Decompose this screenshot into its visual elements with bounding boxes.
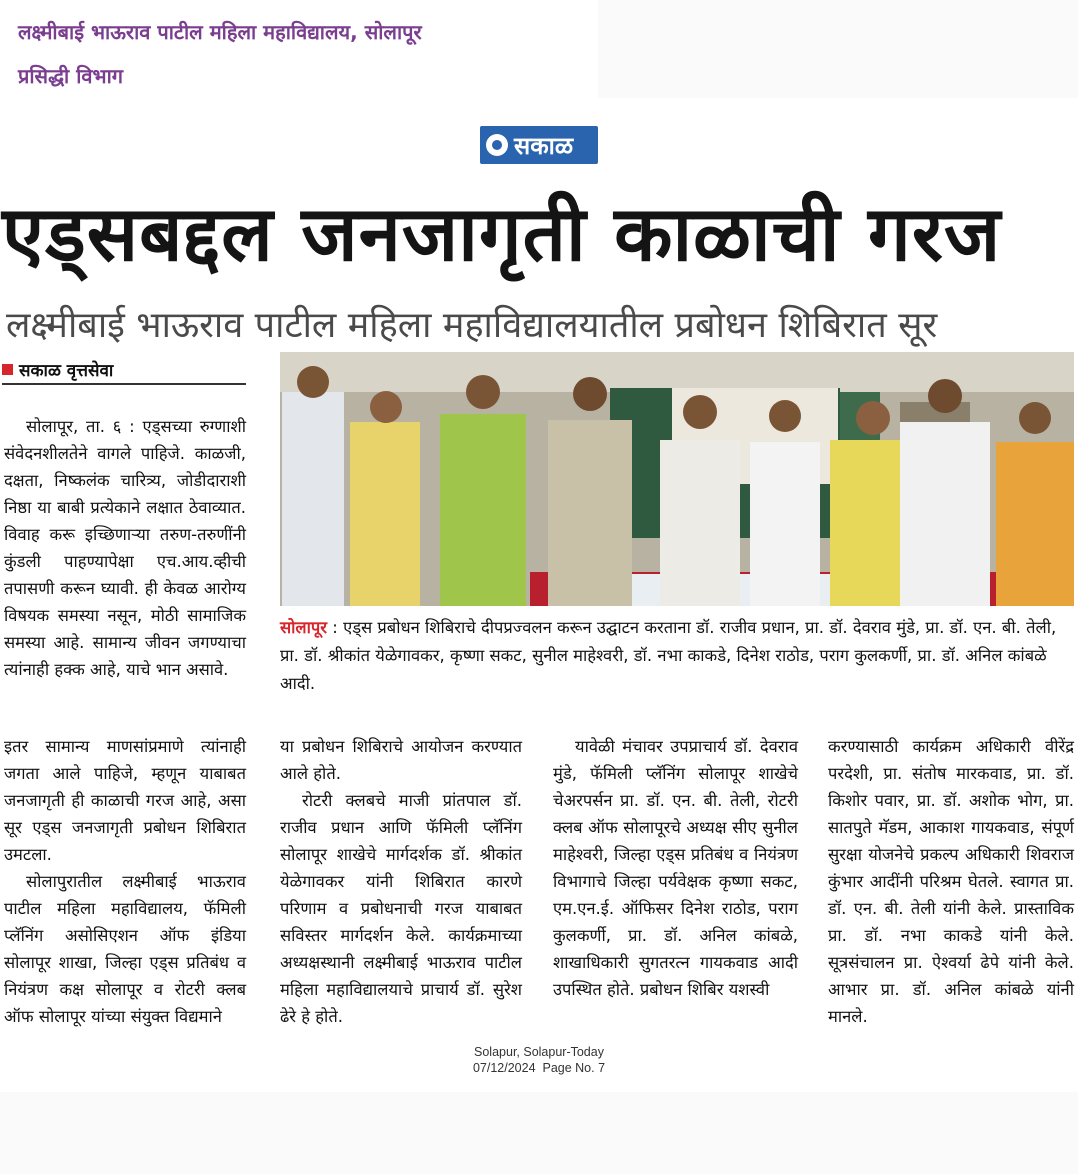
photo-caption <box>280 614 1070 698</box>
paragraph: सोलापूर, ता. ६ : एड्सच्या रुग्णाशी संवेदनशीलतेने वागले पाहिजे. काळजी, दक्षता, निष्कलंक चारित्र्य, जोडीदाराशी निष्ठा या बाबी प्रत्येकाने लक्षात ठेवाव्यात. विवाह करू इच्छिणाऱ्या तरुण-तरुणींनी कुंडली पाहण्यापेक्षा एच.आय.व्हीची तपासणी करून घ्यावी. ही केवळ आरोग्य विषयक समस्या नसून, मोठी सामाजिक समस्या आहे. सामान्य जीवन जगण्याचा त्यांनाही हक्क आहे, याचे भान असावे. <box>4 417 246 679</box>
logo-mark-icon <box>486 134 508 156</box>
footer-edition: Solapur, Solapur-Today <box>474 1045 604 1059</box>
institution-name: लक्ष्मीबाई भाऊराव पाटील महिला महाविद्यालय, सोलापूर <box>18 20 422 44</box>
logo-text: सकाळ <box>514 131 574 160</box>
article-column-4 <box>828 733 1074 1030</box>
caption-text: : एड्स प्रबोधन शिबिराचे दीपप्रज्वलन करून उद्घाटन करताना डॉ. राजीव प्रधान, प्रा. डॉ. देवराव मुंडे, प्रा. डॉ. एन. बी. तेली, प्रा. डॉ. श्रीकांत येळेगावकर, कृष्णा सकट, सुनील माहेश्वरी, डॉ. नभा काकडे, दिनेश राठोड, पराग कुलकर्णी, प्रा. डॉ. अनिल कांबळे आदी. <box>280 618 1057 693</box>
photo-illustration <box>280 352 1074 606</box>
byline <box>2 356 246 385</box>
article-column-2 <box>280 733 522 1030</box>
byline-marker-icon <box>2 364 13 375</box>
article-headline: एड्‌सबद्दल जनजागृती काळाची गरज <box>2 189 1002 278</box>
paragraph: सोलापुरातील लक्ष्मीबाई भाऊराव पाटील महिला महाविद्यालय, फॅमिली प्लॅनिंग असोसिएशन ऑफ इंडिया सोलापूर शाखा, जिल्हा एड्स प्रतिबंध व नियंत्रण कक्ष सोलापूर व रोटरी क्लब ऑफ सोलापूर यांच्या संयुक्त विद्यमाने <box>4 872 246 1026</box>
byline-text: सकाळ वृत्तसेवा <box>19 361 114 381</box>
header-band <box>0 0 598 98</box>
department-name: प्रसिद्धी विभाग <box>18 64 124 88</box>
bottom-blank-area <box>0 1092 1078 1174</box>
paragraph: यावेळी मंचावर उपप्राचार्य डॉ. देवराव मुंडे, फॅमिली प्लॅनिंग सोलापूर शाखेचे चेअरपर्सन प्रा. डॉ. एन. बी. तेली, रोटरी क्लब ऑफ सोलापूरचे अध्यक्ष सीए सुनील माहेश्वरी, जिल्हा एड्स प्रतिबंध व नियंत्रण विभागाचे जिल्हा पर्यवेक्षक कृष्णा सकट, एम.एन.ई. ऑफिसर दिनेश राठोड, पराग कुलकर्णी, प्रा. डॉ. अनिल कांबळे, शाखाधिकारी सुगतरत्न गायकवाड आदी उपस्थित होते. प्रबोधन शिबिर यशस्वी <box>553 737 798 999</box>
paragraph: करण्यासाठी कार्यक्रम अधिकारी वीरेंद्र परदेशी, प्रा. संतोष मारकवाड, प्रा. डॉ. किशोर पवार, प्रा. डॉ. अशोक भोग, प्रा. सातपुते मॅडम, आकाश गायकवाड, संपूर्ण सुरक्षा योजनेचे प्रकल्प अधिकारी शिवराज कुंभार आदींनी परिश्रम घेतले. स्वागत प्रा. डॉ. एन. बी. तेली यांनी केले. प्रास्ताविक प्रा. डॉ. नभा काकडे यांनी केले. सूत्रसंचालन प्रा. ऐश्वर्या ढेपे यांनी केले. आभार प्रा. डॉ. अनिल कांबळे यांनी मानले. <box>828 737 1074 1026</box>
header-blank-area <box>598 0 1078 98</box>
article-column-1-top <box>4 413 246 683</box>
caption-place: सोलापूर <box>280 618 328 637</box>
article-subheadline: लक्ष्मीबाई भाऊराव पाटील महिला महाविद्यालयातील प्रबोधन शिबिरात सूर <box>6 305 938 346</box>
paragraph: या प्रबोधन शिबिराचे आयोजन करण्यात आले होते. <box>280 737 522 783</box>
footer-date-page: 07/12/2024 Page No. 7 <box>472 1061 606 1075</box>
event-photo <box>280 352 1074 606</box>
paragraph: रोटरी क्लबचे माजी प्रांतपाल डॉ. राजीव प्रधान आणि फॅमिली प्लॅनिंग सोलापूर शाखेचे मार्गदर्शक डॉ. श्रीकांत येळेगावकर यांनी शिबिरात कारणे परिणाम व प्रबोधनाची गरज याबाबत सविस्तर मार्गदर्शन केले. कार्यक्रमाच्या अध्यक्षस्थानी लक्ष्मीबाई भाऊराव पाटील महिला महाविद्यालयाचे प्राचार्य डॉ. सुरेश ढेरे हे होते. <box>280 791 522 1026</box>
article-column-1-bottom <box>4 733 246 1030</box>
footer <box>0 1044 1078 1076</box>
paragraph: इतर सामान्य माणसांप्रमाणे त्यांनाही जगता आले पाहिजे, म्हणून याबाबत जनजागृती ही काळाची गरज आहे, असा सूर एड्स जनजागृती प्रबोधन शिबिरात उमटला. <box>4 737 246 864</box>
article-column-3 <box>553 733 798 1003</box>
newspaper-logo <box>480 126 598 164</box>
